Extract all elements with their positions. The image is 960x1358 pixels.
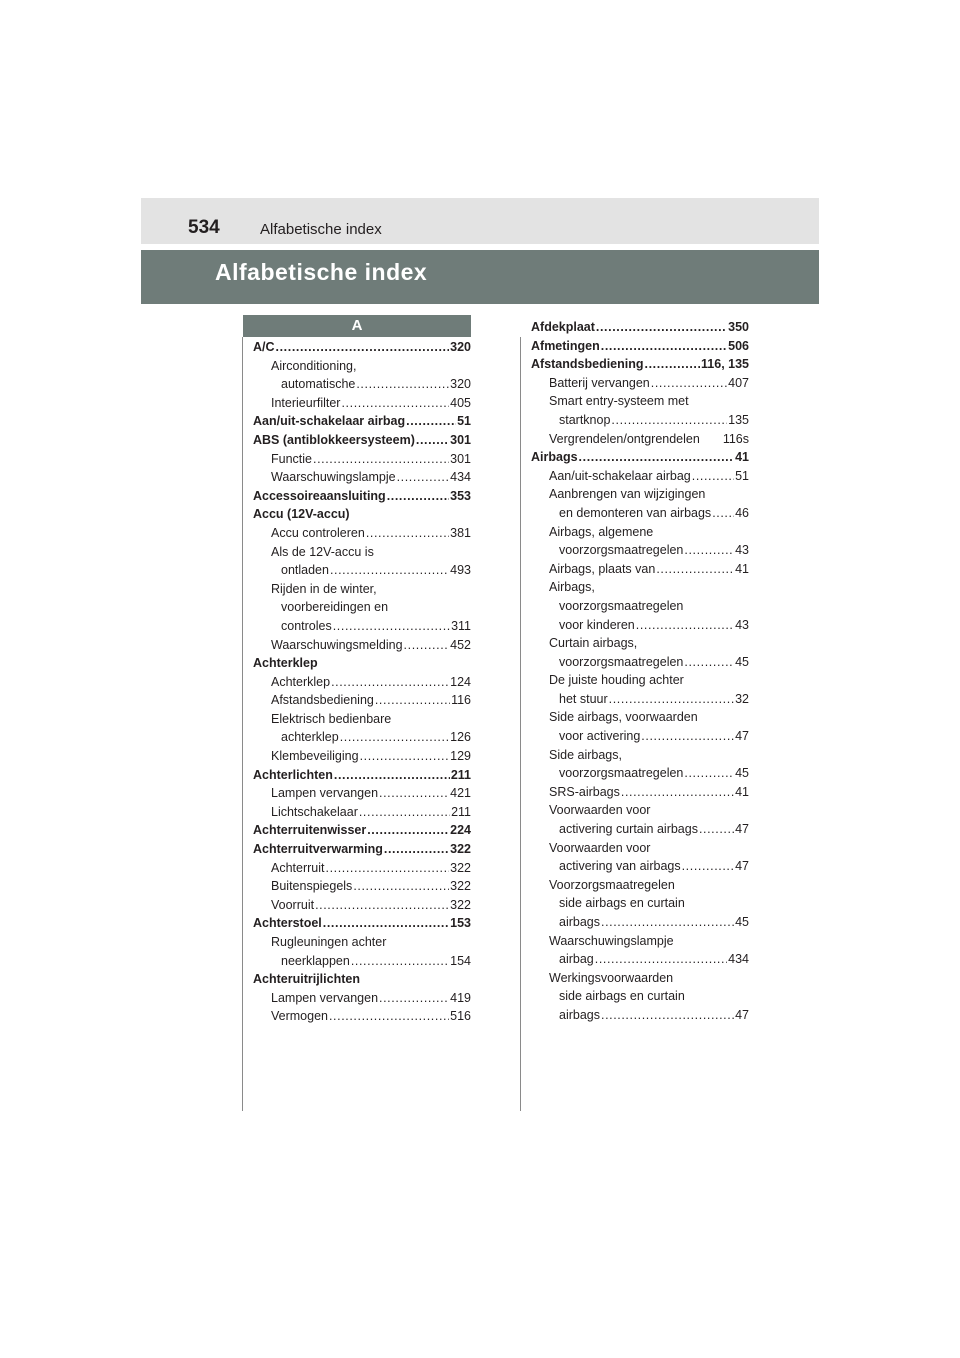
- entry-text: Achteruitrijlichten: [253, 972, 360, 987]
- page-reference: 224: [450, 823, 471, 838]
- entry-text: voor kinderen: [559, 617, 635, 632]
- page-reference: 45: [735, 915, 749, 929]
- index-subentry: [531, 857, 749, 876]
- entry-text: Side airbags,: [549, 747, 622, 762]
- page-reference: 47: [735, 822, 749, 837]
- index-subentry: [531, 894, 749, 913]
- entry-text: Lichtschakelaar: [271, 804, 358, 819]
- page-reference: 381: [450, 525, 471, 540]
- index-subentry: [531, 411, 749, 430]
- entry-text: side airbags en curtain: [559, 896, 685, 911]
- entry-text: ABS (antiblokkeersysteem): [253, 432, 415, 447]
- leader-dots: [699, 820, 734, 839]
- leader-dots: [353, 877, 449, 896]
- index-subentry: [253, 598, 471, 617]
- page-reference: 350: [728, 320, 749, 334]
- page-reference: 47: [735, 859, 749, 874]
- leader-dots: [621, 783, 734, 802]
- index-subentry: [531, 913, 749, 932]
- leader-dots: [596, 318, 727, 337]
- leader-dots: [341, 394, 449, 413]
- entry-text: activering van airbags: [559, 859, 681, 874]
- page-reference: 116s: [722, 431, 749, 446]
- leader-dots: [366, 524, 449, 543]
- entry-text: Airbags, plaats van: [549, 561, 656, 576]
- page-reference: 421: [450, 786, 471, 801]
- index-subentry: [531, 616, 749, 635]
- page-reference: 353: [450, 488, 471, 503]
- page-reference: 405: [450, 395, 471, 410]
- entry-text: Functie: [271, 451, 312, 466]
- leader-dots: [326, 859, 450, 878]
- entry-text: voor activering: [559, 729, 641, 744]
- entry-text: Interieurfilter: [271, 395, 341, 410]
- entry-text: Vergrendelen/ontgrendelen: [549, 431, 700, 446]
- leader-dots: [641, 727, 734, 746]
- index-subentry: [531, 634, 749, 653]
- leader-dots: [684, 541, 734, 560]
- entry-text: neerklappen: [281, 953, 350, 968]
- leader-dots: [601, 913, 734, 932]
- leader-dots: [595, 950, 727, 969]
- entry-text: Aan/uit-schakelaar airbag: [549, 468, 691, 483]
- index-entry: [253, 821, 471, 840]
- leader-dots: [323, 914, 449, 933]
- index-subentry: [253, 933, 471, 952]
- index-subentry: [253, 394, 471, 413]
- index-subentry: [253, 450, 471, 469]
- leader-dots: [329, 1007, 449, 1026]
- leader-dots: [331, 673, 449, 692]
- leader-dots: [375, 691, 450, 710]
- page-reference: 116: [451, 693, 471, 708]
- entry-text: Afdekplaat: [531, 320, 595, 334]
- page-reference: 47: [735, 729, 749, 744]
- page-reference: 116, 135: [701, 357, 749, 372]
- index-subentry: [253, 710, 471, 729]
- entry-text: Airconditioning,: [271, 358, 357, 373]
- entry-text: Vermogen: [271, 1009, 328, 1024]
- index-subentry: [531, 987, 749, 1006]
- page-reference: 153: [450, 916, 471, 931]
- leader-dots: [315, 896, 449, 915]
- entry-text: Waarschuwingslampje: [271, 470, 396, 485]
- leader-dots: [636, 616, 734, 635]
- entry-text: Voorzorgsmaatregelen: [549, 877, 675, 892]
- leader-dots: [313, 450, 449, 469]
- index-subentry: [531, 485, 749, 504]
- column-divider-right: [520, 337, 521, 1111]
- page-reference: 47: [735, 1007, 749, 1022]
- index-subentry: [253, 952, 471, 971]
- leader-dots: [611, 411, 727, 430]
- index-subentry: [253, 989, 471, 1008]
- entry-text: Achterlichten: [253, 767, 333, 782]
- page-reference: 135: [728, 412, 749, 427]
- page-reference: 407: [728, 375, 749, 390]
- leader-dots: [682, 857, 734, 876]
- leader-dots: [579, 448, 735, 467]
- index-subentry: [253, 636, 471, 655]
- index-subentry: [253, 561, 471, 580]
- column-divider-left: [242, 337, 243, 1111]
- leader-dots: [609, 690, 734, 709]
- page-title: Alfabetische index: [215, 259, 428, 285]
- page-reference: 506: [728, 338, 749, 353]
- leader-dots: [334, 766, 450, 785]
- leader-dots: [684, 653, 734, 672]
- index-subentry: [253, 524, 471, 543]
- index-entry: [253, 654, 471, 673]
- entry-text: Achterklep: [271, 674, 331, 689]
- index-column-1: [253, 338, 471, 1026]
- entry-text: De juiste houding achter: [549, 673, 684, 688]
- entry-text: Smart entry-systeem met: [549, 394, 689, 409]
- entry-text: Rijden in de winter,: [271, 581, 377, 596]
- entry-text: Achterklep: [253, 656, 318, 671]
- page-reference: 311: [451, 618, 471, 633]
- page-reference: 434: [728, 952, 749, 967]
- entry-text: achterklep: [281, 730, 339, 745]
- index-subentry: [531, 541, 749, 560]
- index-subentry: [531, 467, 749, 486]
- index-subentry: [531, 932, 749, 951]
- entry-text: activering curtain airbags: [559, 822, 698, 837]
- page-reference: 124: [450, 674, 471, 689]
- page-reference: 322: [450, 842, 471, 857]
- leader-dots: [351, 952, 449, 971]
- entry-text: Achterstoel: [253, 916, 322, 931]
- index-entry: [253, 914, 471, 933]
- leader-dots: [601, 337, 727, 356]
- entry-text: Afmetingen: [531, 338, 600, 353]
- index-subentry: [531, 392, 749, 411]
- leader-dots: [692, 467, 734, 486]
- entry-text: Airbags: [531, 450, 578, 465]
- page-reference: 452: [450, 637, 471, 652]
- index-entry: [253, 487, 471, 506]
- index-entry: [253, 431, 471, 450]
- page-reference: 41: [735, 784, 749, 799]
- leader-dots: [651, 374, 727, 393]
- page-reference: 51: [735, 468, 749, 483]
- entry-text: Als de 12V-accu is: [271, 544, 374, 559]
- entry-text: Klembeveiliging: [271, 749, 359, 764]
- index-entry: [253, 505, 471, 524]
- index-subentry: [531, 746, 749, 765]
- index-subentry: [531, 690, 749, 709]
- index-subentry: [253, 859, 471, 878]
- page-reference: 320: [450, 340, 471, 354]
- page-reference: 51: [457, 414, 471, 429]
- index-subentry: [253, 784, 471, 803]
- entry-text: voorzorgsmaatregelen: [559, 543, 684, 558]
- page-reference: 46: [735, 505, 749, 520]
- leader-dots: [356, 375, 449, 394]
- entry-text: Aan/uit-schakelaar airbag: [253, 414, 406, 429]
- entry-text: en demonteren van airbags: [559, 505, 712, 520]
- index-subentry: [253, 1007, 471, 1026]
- entry-text: Lampen vervangen: [271, 990, 379, 1005]
- page-reference: 41: [735, 450, 749, 465]
- entry-text: Curtain airbags,: [549, 636, 638, 651]
- leader-dots: [387, 487, 449, 506]
- entry-text: voorzorgsmaatregelen: [559, 654, 684, 669]
- leader-dots: [379, 989, 449, 1008]
- entry-text: Buitenspiegels: [271, 879, 353, 894]
- section-letter-a: A: [243, 315, 471, 337]
- entry-text: Voorwaarden voor: [549, 803, 651, 818]
- entry-text: Elektrisch bedienbare: [271, 711, 392, 726]
- entry-text: voorzorgsmaatregelen: [559, 598, 684, 613]
- index-entry: [253, 840, 471, 859]
- index-subentry: [531, 783, 749, 802]
- page-reference: 301: [450, 451, 471, 466]
- index-column-2: [531, 318, 749, 1025]
- entry-text: voorbereidingen en: [281, 600, 389, 615]
- entry-text: Airbags,: [549, 580, 595, 595]
- leader-dots: [712, 504, 734, 523]
- entry-text: airbags: [559, 1007, 600, 1022]
- page-reference: 516: [450, 1009, 471, 1024]
- index-subentry: [531, 671, 749, 690]
- header-band: [141, 198, 819, 244]
- entry-text: Waarschuwingslampje: [549, 933, 674, 948]
- leader-dots: [601, 1006, 734, 1025]
- index-subentry: [253, 617, 471, 636]
- leader-dots: [360, 747, 450, 766]
- page-reference: 45: [735, 654, 749, 669]
- page-reference: 419: [450, 990, 471, 1005]
- index-subentry: [531, 597, 749, 616]
- leader-dots: [404, 636, 450, 655]
- entry-text: voorzorgsmaatregelen: [559, 766, 684, 781]
- index-subentry: [531, 523, 749, 542]
- leader-dots: [656, 560, 734, 579]
- page-reference: 320: [450, 377, 471, 392]
- entry-text: Achterruitenwisser: [253, 823, 367, 838]
- page-reference: 434: [450, 470, 471, 485]
- page-reference: 211: [451, 804, 471, 819]
- page-reference: 322: [450, 860, 471, 875]
- entry-text: side airbags en curtain: [559, 989, 685, 1004]
- leader-dots: [276, 338, 450, 357]
- index-subentry: [531, 653, 749, 672]
- leader-dots: [330, 561, 449, 580]
- entry-text: Waarschuwingsmelding: [271, 637, 403, 652]
- entry-text: airbag: [559, 952, 594, 967]
- index-subentry: [253, 543, 471, 562]
- entry-text: Airbags, algemene: [549, 524, 654, 539]
- index-subentry: [253, 468, 471, 487]
- leader-dots: [645, 355, 701, 374]
- entry-text: Afstandsbediening: [531, 357, 644, 372]
- index-subentry: [531, 504, 749, 523]
- index-subentry: [531, 430, 749, 449]
- index-subentry: [253, 673, 471, 692]
- entry-text: Batterij vervangen: [549, 375, 650, 390]
- index-subentry: [253, 728, 471, 747]
- entry-text: airbags: [559, 915, 600, 929]
- entry-text: Werkingsvoorwaarden: [549, 970, 674, 985]
- entry-text: Lampen vervangen: [271, 786, 379, 801]
- index-subentry: [531, 969, 749, 988]
- leader-dots: [340, 728, 449, 747]
- entry-text: Achterruitverwarming: [253, 842, 383, 857]
- index-entry: [531, 337, 749, 356]
- entry-text: Accu (12V-accu): [253, 507, 350, 522]
- index-subentry: [253, 375, 471, 394]
- index-subentry: [253, 896, 471, 915]
- leader-dots: [684, 764, 734, 783]
- index-entry: [531, 318, 749, 337]
- entry-text: Voorwaarden voor: [549, 840, 651, 855]
- page-reference: 211: [450, 767, 471, 782]
- entry-text: A/C: [253, 340, 275, 354]
- entry-text: automatische: [281, 377, 356, 392]
- index-subentry: [253, 877, 471, 896]
- index-subentry: [253, 803, 471, 822]
- index-subentry: [253, 357, 471, 376]
- entry-text: Achterruit: [271, 860, 325, 875]
- index-subentry: [531, 764, 749, 783]
- page-reference: 126: [450, 730, 471, 745]
- page-reference: 129: [450, 749, 471, 764]
- entry-text: Accessoireaansluiting: [253, 488, 386, 503]
- entry-text: Afstandsbediening: [271, 693, 374, 708]
- index-subentry: [531, 801, 749, 820]
- page-reference: 32: [735, 691, 749, 706]
- index-subentry: [253, 691, 471, 710]
- leader-dots: [359, 803, 450, 822]
- index-subentry: [253, 580, 471, 599]
- index-entry: [531, 355, 749, 374]
- page-reference: 43: [735, 543, 749, 558]
- index-subentry: [531, 560, 749, 579]
- page-reference: 301: [450, 432, 471, 447]
- page-reference: 322: [450, 897, 471, 912]
- index-subentry: [531, 839, 749, 858]
- page-reference: 322: [450, 879, 471, 894]
- index-subentry: [531, 578, 749, 597]
- running-title: Alfabetische index: [260, 221, 382, 238]
- leader-dots: [384, 840, 449, 859]
- index-subentry: [531, 727, 749, 746]
- entry-text: Rugleuningen achter: [271, 935, 387, 949]
- index-entry: [253, 970, 471, 989]
- entry-text: startknop: [559, 412, 611, 427]
- leader-dots: [333, 617, 450, 636]
- page-reference: 43: [735, 617, 749, 632]
- page-reference: 154: [450, 953, 471, 968]
- entry-text: Accu controleren: [271, 525, 365, 540]
- index-subentry: [253, 747, 471, 766]
- page-reference: 41: [735, 561, 749, 576]
- page-reference: 45: [735, 766, 749, 781]
- index-entry: [253, 766, 471, 785]
- leader-dots: [397, 468, 450, 487]
- leader-dots: [416, 431, 449, 450]
- page-reference: 493: [450, 563, 471, 578]
- index-subentry: [531, 374, 749, 393]
- entry-text: Side airbags, voorwaarden: [549, 710, 698, 725]
- entry-text: controles: [281, 618, 332, 633]
- entry-text: SRS-airbags: [549, 784, 620, 799]
- index-subentry: [531, 708, 749, 727]
- index-entry: [253, 412, 471, 431]
- page-number: 534: [188, 217, 220, 238]
- entry-text: Aanbrengen van wijzigingen: [549, 487, 706, 502]
- index-subentry: [531, 1006, 749, 1025]
- leader-dots: [406, 412, 456, 431]
- entry-text: ontladen: [281, 563, 329, 578]
- entry-text: het stuur: [559, 691, 608, 706]
- index-subentry: [531, 876, 749, 895]
- leader-dots: [379, 784, 449, 803]
- index-entry: [531, 448, 749, 467]
- index-entry: [253, 338, 471, 357]
- index-subentry: [531, 950, 749, 969]
- leader-dots: [367, 821, 449, 840]
- entry-text: Voorruit: [271, 897, 315, 912]
- index-subentry: [531, 820, 749, 839]
